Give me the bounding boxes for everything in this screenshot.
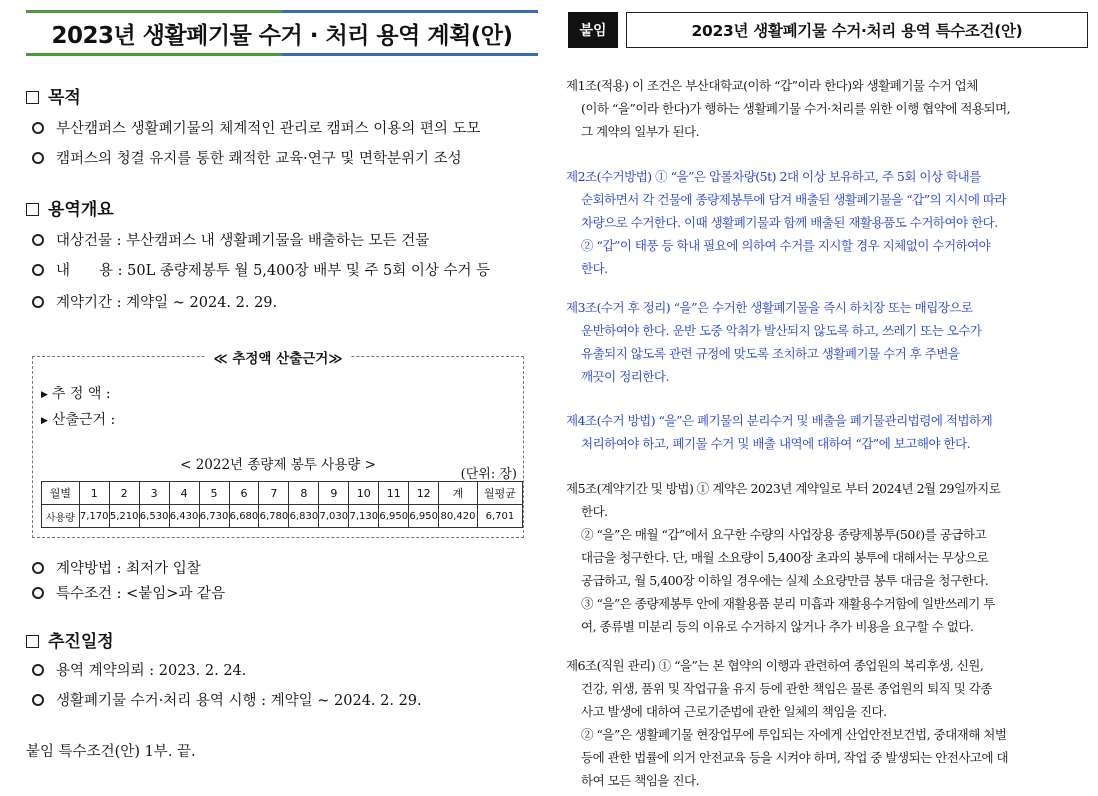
circle-bullet-icon bbox=[32, 296, 44, 308]
overview-bullet-1 bbox=[32, 229, 429, 250]
article-line: 건강, 위생, 품위 및 작업규율 유지 등에 관한 책임은 물론 종업원의 퇴직 및 각종 bbox=[581, 681, 992, 696]
table-header-cell: 계 bbox=[439, 482, 478, 505]
article-line: 제4조(수거 방법) “을”은 폐기물의 분리수거 및 배출을 폐기물관리법령에 적법하게 bbox=[566, 413, 993, 428]
article-line: 처리하여야 하고, 폐기물 수거 및 배출 내역에 대하여 “갑”에 보고해야 한다. bbox=[581, 436, 971, 451]
schedule-bullet-1 bbox=[32, 659, 246, 680]
circle-bullet-icon bbox=[32, 562, 44, 574]
table-header-cell: 1 bbox=[79, 482, 109, 505]
bullet-text: 용역 계약의뢰 : 2023. 2. 24. bbox=[56, 663, 247, 679]
table-row bbox=[42, 505, 523, 528]
table-header-cell: 2 bbox=[109, 482, 139, 505]
article-line: 제3조(수거 후 정리) “을”은 수거한 생활폐기물을 즉시 하치장 또는 매립장으로 bbox=[566, 300, 973, 315]
table-cell: 6,830 bbox=[289, 505, 319, 528]
article-line: 깨끗이 정리한다. bbox=[581, 369, 669, 384]
special-conditions-bullet bbox=[32, 582, 225, 603]
table-header-cell: 4 bbox=[169, 482, 199, 505]
circle-bullet-icon bbox=[32, 664, 44, 676]
table-header-cell: 3 bbox=[139, 482, 169, 505]
schedule-bullet-2 bbox=[32, 689, 422, 710]
square-bullet-icon bbox=[26, 91, 39, 104]
table-cell: 80,420 bbox=[439, 505, 478, 528]
article-line: ② “을”은 생활폐기물 현장업무에 투입되는 자에게 산업안전보건법, 중대재해 처벌 bbox=[581, 727, 1007, 742]
estimate-label: 추 정 액 : bbox=[51, 386, 111, 402]
table-cell: 7,170 bbox=[79, 505, 109, 528]
bullet-text: 대상건물 : 부산캠퍼스 내 생활폐기물을 배출하는 모든 건물 bbox=[56, 233, 430, 249]
circle-bullet-icon bbox=[32, 587, 44, 599]
article-line: 차량으로 수거한다. 이때 생활폐기물과 함께 배출된 재활용품도 수거하여야 한다. bbox=[581, 215, 998, 230]
article-line: ② “을”은 매월 “갑”에서 요구한 수량의 사업장용 종량제봉투(50ℓ)를 공급하고 bbox=[581, 527, 987, 542]
section-heading-text: 목적 bbox=[48, 88, 81, 108]
article-line: 제1조(적용) 이 조건은 부산대학교(이하 “갑”이라 한다)와 생활폐기물 수거 업체 bbox=[566, 78, 978, 93]
bullet-text: 생활폐기물 수거·처리 용역 시행 : 계약일 ~ 2024. 2. 29. bbox=[56, 693, 422, 709]
table-cell: 6,950 bbox=[409, 505, 439, 528]
section-heading-text: 용역개요 bbox=[48, 200, 114, 220]
article-line: ③ “을”은 종량제봉투 안에 재활용품 분리 미흡과 재활용수거함에 일반쓰레기 투 bbox=[581, 596, 995, 611]
usage-table-unit: (단위: 장) bbox=[460, 467, 517, 482]
circle-bullet-icon bbox=[32, 694, 44, 706]
table-cell: 6,780 bbox=[259, 505, 289, 528]
plan-title: 2023년 생활폐기물 수거 · 처리 용역 계획(안) bbox=[51, 22, 513, 49]
article-line: 제6조(직원 관리) ① “을”는 본 협약의 이행과 관련하여 종업원의 복리후생, 신원, bbox=[566, 658, 984, 673]
section-heading-schedule bbox=[26, 627, 114, 652]
square-bullet-icon bbox=[26, 203, 39, 216]
article-line: 여, 종류별 미분리 등의 이유로 수거하지 않거나 추가 비용을 요구할 수 없다. bbox=[581, 619, 974, 634]
table-header-cell: 10 bbox=[349, 482, 379, 505]
table-cell: 6,701 bbox=[477, 505, 522, 528]
table-cell: 6,680 bbox=[229, 505, 259, 528]
table-header-row bbox=[42, 482, 523, 505]
table-header-cell: 5 bbox=[199, 482, 229, 505]
title-bottom-rule bbox=[26, 53, 538, 56]
contract-method-bullet bbox=[32, 557, 201, 578]
table-header-cell: 7 bbox=[259, 482, 289, 505]
table-header-cell: 11 bbox=[379, 482, 409, 505]
section-heading-text: 추진일정 bbox=[48, 632, 114, 652]
circle-bullet-icon bbox=[32, 234, 44, 246]
table-cell: 6,730 bbox=[199, 505, 229, 528]
table-cell: 7,130 bbox=[349, 505, 379, 528]
estimate-basis-box bbox=[32, 351, 524, 538]
table-cell: 7,030 bbox=[319, 505, 349, 528]
article-line: 등에 관한 법률에 의거 안전교육 등을 시켜야 하며, 작업 중 발생되는 안전사고에 대 bbox=[581, 750, 1009, 765]
table-header-cell: 12 bbox=[409, 482, 439, 505]
circle-bullet-icon bbox=[32, 152, 44, 164]
article-line: 대금을 청구한다. 단, 매월 소요량이 5,400장 초과의 봉투에 대해서는 무상으로 bbox=[581, 550, 989, 565]
article-line: 유출되지 않도록 관련 규정에 맞도록 조치하고 생활폐기물 수거 후 주변을 bbox=[581, 346, 960, 361]
table-cell: 6,430 bbox=[169, 505, 199, 528]
attachment-note: 붙임 특수조건(안) 1부. 끝. bbox=[26, 744, 196, 760]
overview-bullet-2 bbox=[32, 259, 490, 280]
bullet-text: 내 용 : 50L 종량제봉투 월 5,400장 배부 및 주 5회 이상 수거 등 bbox=[56, 263, 491, 279]
table-header-cell: 월별 bbox=[42, 482, 80, 505]
article-line: 한다. bbox=[581, 504, 608, 519]
table-header-cell: 9 bbox=[319, 482, 349, 505]
basis-label: 산출근거 : bbox=[51, 412, 116, 428]
bullet-text: 특수조건 : <붙임>과 같음 bbox=[56, 586, 226, 602]
triangle-bullet-icon: ▶ bbox=[41, 390, 48, 400]
table-cell: 사용량 bbox=[42, 505, 80, 528]
section-heading-overview bbox=[26, 195, 114, 220]
article-line: 운반하여야 한다. 운반 도중 악취가 발산되지 않도록 하고, 쓰레기 또는 오수가 bbox=[581, 323, 982, 338]
bullet-text: 계약방법 : 최저가 입찰 bbox=[56, 561, 201, 577]
article-line: 제2조(수거방법) ① “을”은 압롤차량(5t) 2대 이상 보유하고, 주 5회 이상 학내를 bbox=[566, 169, 981, 184]
table-header-cell: 8 bbox=[289, 482, 319, 505]
triangle-bullet-icon: ▶ bbox=[41, 416, 48, 426]
bag-usage-table bbox=[41, 481, 523, 528]
article-4 bbox=[566, 409, 1090, 455]
article-line: 사고 발생에 대하여 근로기준법에 관한 일체의 책임을 진다. bbox=[581, 704, 887, 719]
estimate-basis-title: ≪ 추정액 산출근거≫ bbox=[33, 347, 523, 367]
article-line: 제5조(계약기간 및 방법) ① 계약은 2023년 계약일로 부터 2024년 2월 29일까지로 bbox=[566, 481, 1001, 496]
square-bullet-icon bbox=[26, 635, 39, 648]
article-line: 순회하면서 각 건물에 종량제봉투에 담겨 배출된 생활폐기물을 “갑”의 지시에 따라 bbox=[581, 192, 1007, 207]
article-1 bbox=[566, 74, 1090, 143]
purpose-bullet-2 bbox=[32, 147, 462, 168]
article-line: (이하 “을”이라 한다)가 행하는 생활폐기물 수거·처리를 위한 이행 협약에 적용되며, bbox=[581, 101, 1011, 116]
purpose-bullet-1 bbox=[32, 117, 480, 138]
bullet-text: 캠퍼스의 청결 유지를 통한 쾌적한 교육·연구 및 면학분위기 조성 bbox=[56, 151, 462, 167]
annex-title: 2023년 생활폐기물 수거·처리 용역 특수조건(안) bbox=[626, 12, 1088, 48]
bullet-text: 계약기간 : 계약일 ~ 2024. 2. 29. bbox=[56, 295, 278, 311]
article-5 bbox=[566, 477, 1090, 638]
estimate-amount-row bbox=[41, 383, 111, 403]
table-cell: 5,210 bbox=[109, 505, 139, 528]
overview-bullet-3 bbox=[32, 291, 277, 312]
article-line: 한다. bbox=[581, 261, 608, 276]
table-header-cell: 월평균 bbox=[477, 482, 522, 505]
bullet-text: 부산캠퍼스 생활폐기물의 체계적인 관리로 캠퍼스 이용의 편의 도모 bbox=[56, 121, 481, 137]
usage-table-caption: < 2022년 종량제 봉투 사용량 > bbox=[180, 457, 376, 473]
article-line: 그 계약의 일부가 된다. bbox=[581, 124, 700, 139]
section-heading-purpose bbox=[26, 83, 81, 108]
article-line: 하여 모든 책임을 진다. bbox=[581, 773, 700, 788]
article-line: 공급하고, 월 5,400장 이하일 경우에는 실제 소요량만큼 봉투 대금을 청구한다. bbox=[581, 573, 989, 588]
annex-tag: 붙임 bbox=[568, 12, 618, 48]
article-3 bbox=[566, 296, 1090, 388]
table-cell: 6,950 bbox=[379, 505, 409, 528]
table-header-cell: 6 bbox=[229, 482, 259, 505]
basis-row bbox=[41, 409, 115, 429]
plan-title-banner bbox=[26, 10, 538, 56]
circle-bullet-icon bbox=[32, 122, 44, 134]
table-cell: 6,530 bbox=[139, 505, 169, 528]
article-2 bbox=[566, 165, 1090, 280]
article-line: ② “갑”이 태풍 등 학내 필요에 의하여 수거를 지시할 경우 지체없이 수거하여야 bbox=[581, 238, 991, 253]
circle-bullet-icon bbox=[32, 264, 44, 276]
article-6 bbox=[566, 654, 1090, 792]
